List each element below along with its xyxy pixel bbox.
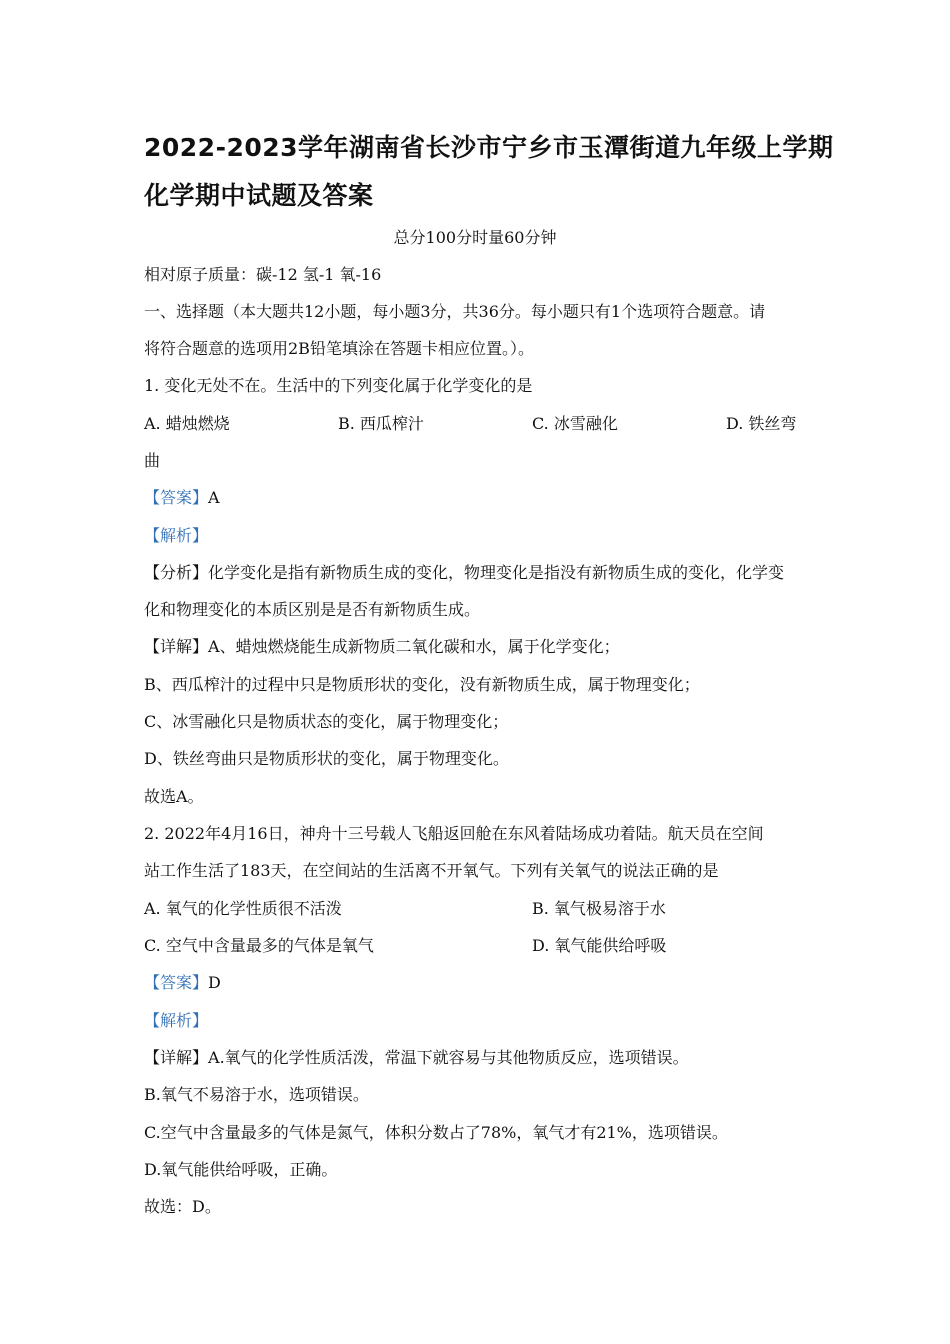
q1-detail-line3: C、冰雪融化只是物质状态的变化，属于物理变化； — [144, 712, 509, 731]
q2-option-a: A. 氧气的化学性质很不活泼 — [144, 899, 342, 918]
q1-detail-line1 — [144, 634, 620, 657]
document-title-line1: 2022-2023学年湖南省长沙市宁乡市玉潭街道九年级上学期 — [144, 133, 834, 162]
exam-subtitle: 总分100分时量60分钟 — [393, 228, 557, 247]
answer-value: D — [208, 973, 221, 992]
q2-option-b: B. 氧气极易溶于水 — [532, 899, 666, 918]
document-title-line2: 化学期中试题及答案 — [144, 181, 374, 210]
q2-analysis-tag: 【解析】 — [144, 1011, 209, 1030]
q2-option-c: C. 空气中含量最多的气体是氧气 — [144, 936, 374, 955]
q1-fenxi-line1 — [144, 560, 784, 583]
q1-conclusion: 故选A。 — [144, 787, 204, 806]
q2-detail-line1 — [144, 1045, 689, 1068]
q1-option-d-continued: 曲 — [144, 451, 161, 470]
section-instructions-line2: 将符合题意的选项用2B铅笔填涂在答题卡相应位置。）。 — [144, 339, 534, 358]
q2-detail-line2: B.氧气不易溶于水，选项错误。 — [144, 1085, 369, 1104]
detail-text: A.氧气的化学性质活泼，常温下就容易与其他物质反应，选项错误。 — [208, 1048, 689, 1067]
answer-tag: 【答案】 — [144, 973, 209, 992]
q2-answer — [144, 970, 221, 993]
q1-fenxi-line2: 化和物理变化的本质区别是是否有新物质生成。 — [144, 600, 481, 619]
q2-stem-line2: 站工作生活了183天，在空间站的生活离不开氧气。下列有关氧气的说法正确的是 — [144, 861, 719, 880]
detail-text: A、蜡烛燃烧能生成新物质二氧化碳和水，属于化学变化； — [208, 637, 620, 656]
detail-tag: 【详解】 — [144, 1048, 209, 1067]
q1-option-a: A. 蜡烛燃烧 — [144, 414, 230, 433]
q1-analysis-tag: 【解析】 — [144, 526, 209, 545]
q2-detail-line3: C.空气中含量最多的气体是氮气，体积分数占了78%，氧气才有21%，选项错误。 — [144, 1123, 728, 1142]
atomic-masses: 相对原子质量：碳-12 氢-1 氧-16 — [144, 265, 382, 284]
q1-option-d: D. 铁丝弯 — [726, 414, 797, 433]
q1-detail-line4: D、铁丝弯曲只是物质形状的变化，属于物理变化。 — [144, 749, 509, 768]
fenxi-tag: 【分析】 — [144, 563, 209, 582]
q1-stem: 1. 变化无处不在。生活中的下列变化属于化学变化的是 — [144, 376, 533, 395]
q2-option-d: D. 氧气能供给呼吸 — [532, 936, 667, 955]
q2-detail-line4: D.氧气能供给呼吸，正确。 — [144, 1160, 338, 1179]
answer-value: A — [208, 488, 220, 507]
q1-option-b: B. 西瓜榨汁 — [338, 414, 424, 433]
q1-answer — [144, 485, 220, 508]
q2-stem-line1: 2. 2022年4月16日，神舟十三号载人飞船返回舱在东风着陆场成功着陆。航天员在空间 — [144, 824, 764, 843]
fenxi-text: 化学变化是指有新物质生成的变化，物理变化是指没有新物质生成的变化，化学变 — [208, 563, 785, 582]
detail-tag: 【详解】 — [144, 637, 209, 656]
section-instructions-line1: 一、选择题（本大题共12小题，每小题3分，共36分。每小题只有1个选项符合题意。请 — [144, 302, 766, 321]
answer-tag: 【答案】 — [144, 488, 209, 507]
q1-detail-line2: B、西瓜榨汁的过程中只是物质形状的变化，没有新物质生成，属于物理变化； — [144, 675, 700, 694]
q2-conclusion: 故选：D。 — [144, 1197, 221, 1216]
q1-option-c: C. 冰雪融化 — [532, 414, 618, 433]
